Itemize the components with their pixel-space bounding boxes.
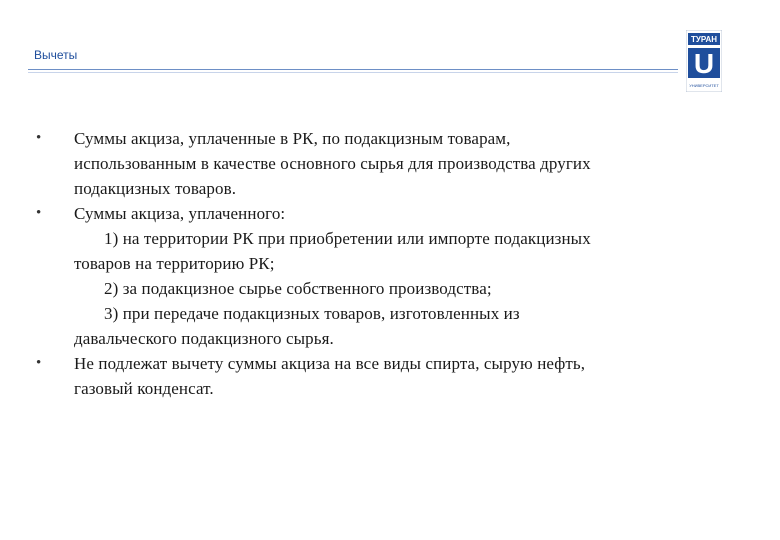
bullet-item: [36, 351, 736, 401]
bullet-dot-icon: •: [36, 355, 42, 371]
slide-title: Вычеты: [34, 48, 78, 62]
text-line: Суммы акциза, уплаченные в РК, по подакцизным товарам,: [74, 129, 511, 148]
logo-bottom-text: УНИВЕРСИТЕТ: [689, 83, 719, 88]
bullet-heading: Суммы акциза, уплаченного:: [74, 204, 286, 223]
subitem-line: 1) на территории РК при приобретении или импорте подакцизных: [104, 229, 591, 248]
header-divider: [28, 69, 678, 70]
bullet-dot-icon: •: [36, 130, 42, 146]
text-line: Не подлежат вычету суммы акциза на все виды спирта, сырую нефть,: [74, 354, 586, 373]
subitem-line: 2) за подакцизное сырье собственного производства;: [104, 279, 492, 298]
logo-top-text: ТУРАН: [690, 35, 718, 44]
turan-university-logo: [686, 30, 722, 92]
bullet-item: [36, 126, 736, 201]
subitem-continuation: давальческого подакцизного сырья.: [74, 329, 334, 348]
text-line: использованным в качестве основного сырья для производства других: [74, 154, 591, 173]
subitem-line: 3) при передаче подакцизных товаров, изготовленных из: [104, 304, 520, 323]
bullet-item: [36, 201, 736, 351]
text-line: подакцизных товаров.: [74, 179, 237, 198]
bullet-dot-icon: •: [36, 205, 42, 221]
logo-letter: U: [693, 48, 715, 79]
header-divider-light: [28, 72, 678, 73]
subitem-continuation: товаров на территорию РК;: [74, 254, 275, 273]
text-line: газовый конденсат.: [74, 379, 214, 398]
bullet-list: [36, 126, 736, 401]
